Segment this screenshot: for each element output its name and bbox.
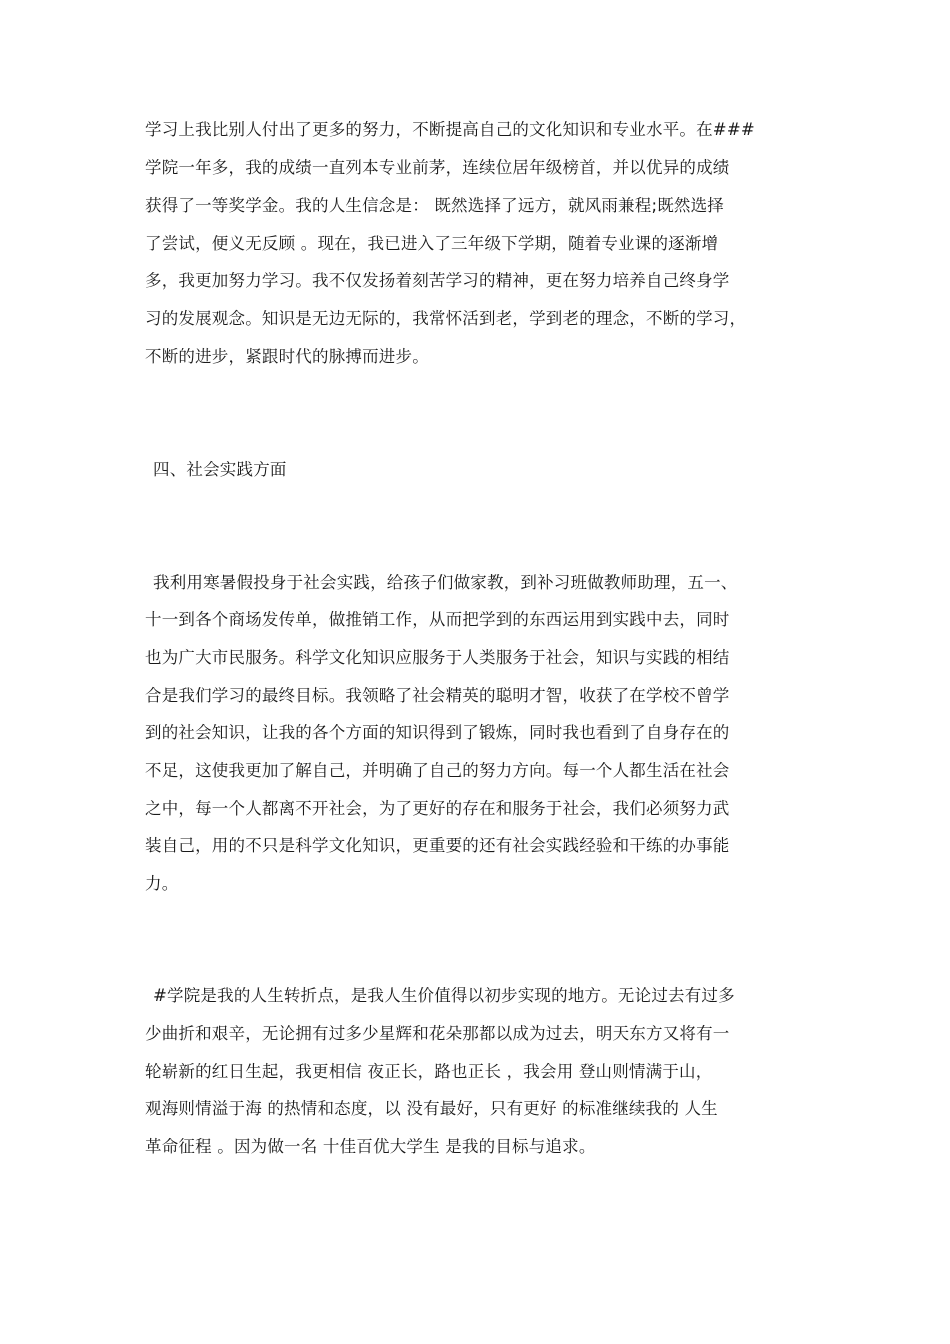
text-line: 也为广大市民服务。科学文化知识应服务于人类服务于社会，知识与实践的相结 [145,648,730,667]
text-line: 学习上我比别人付出了更多的努力，不断提高自己的文化知识和专业水平。在### [145,120,755,139]
text-line: 我利用寒暑假投身于社会实践，给孩子们做家教，到补习班做教师助理，五一、 [153,573,738,592]
text-line: 获得了一等奖学金。我的人生信念是： 既然选择了远方，就风雨兼程;既然选择 [145,196,725,215]
text-line: 学院一年多，我的成绩一直列本专业前茅，连续位居年级榜首，并以优异的成绩 [145,158,730,177]
text-line: 之中，每一个人都离不开社会，为了更好的存在和服务于社会，我们必须努力武 [145,799,730,818]
text-line: 到的社会知识，让我的各个方面的知识得到了锻炼，同时我也看到了自身存在的 [145,723,730,742]
text-line: 力。 [145,874,179,893]
text-line: 装自己，用的不只是科学文化知识，更重要的还有社会实践经验和干练的办事能 [145,836,730,855]
text-line: 不断的进步，紧跟时代的脉搏而进步。 [145,347,429,366]
text-line: 了尝试，便义无反顾 。现在，我已进入了三年级下学期，随着专业课的逐渐增 [145,234,719,253]
text-line: 轮崭新的红日生起，我更相信 夜正长，路也正长 ，我会用 登山则情满于山， [145,1062,713,1081]
section-heading: 四、社会实践方面 [153,460,287,479]
text-line: 少曲折和艰辛，无论拥有过多少星辉和花朵那都以成为过去，明天东方又将有一 [145,1024,730,1043]
text-line: 多，我更加努力学习。我不仅发扬着刻苦学习的精神，更在努力培养自己终身学 [145,271,730,290]
text-line: 习的发展观念。知识是无边无际的，我常怀活到老，学到老的理念，不断的学习， [145,309,747,328]
text-line: 合是我们学习的最终目标。我领略了社会精英的聪明才智，收获了在学校不曾学 [145,686,730,705]
text-line: #学院是我的人生转折点，是我人生价值得以初步实现的地方。无论过去有过多 [153,986,735,1005]
text-line: 十一到各个商场发传单，做推销工作，从而把学到的东西运用到实践中去，同时 [145,610,730,629]
text-line: 革命征程 。因为做一名 十佳百优大学生 是我的目标与追求。 [145,1137,596,1156]
text-line: 不足，这使我更加了解自己，并明确了自己的努力方向。每一个人都生活在社会 [145,761,730,780]
text-line: 观海则情溢于海 的热情和态度，以 没有最好，只有更好 的标准继续我的 人生 [145,1099,718,1118]
